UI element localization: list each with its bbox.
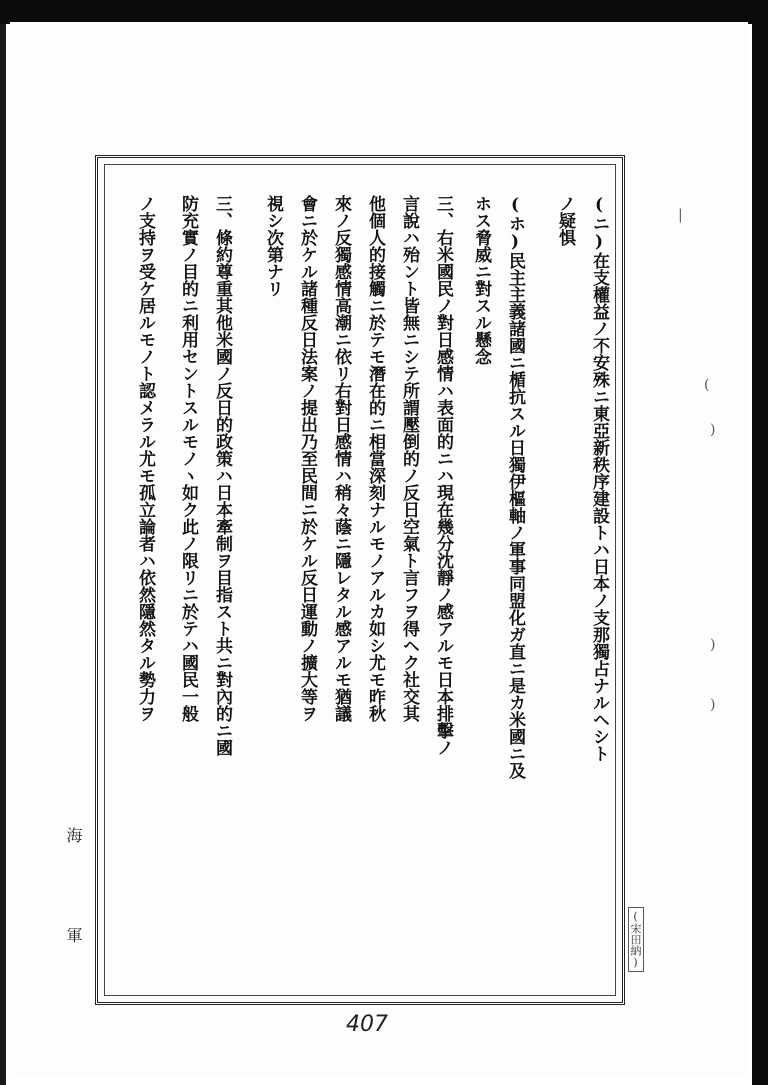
text-column: 防充實ノ目的ニ利用セントスルモノヽ如ク此ノ限リニ於テハ國民一般 bbox=[178, 195, 198, 722]
handwritten-page-number: 407 bbox=[346, 1012, 388, 1037]
text-column: (ニ)在支權益ノ不安殊ニ東亞新秩序建設トハ日本ノ支那獨占ナルヘシト bbox=[589, 195, 609, 762]
pencil-mark: ( bbox=[704, 377, 710, 393]
text-column: 視シ次第ナリ bbox=[263, 195, 283, 297]
text-column: 三、右米國民ノ對日感情ハ表面的ニハ現在幾分沈靜ノ感アルモ日本排擊ノ bbox=[433, 195, 453, 756]
pencil-mark: | bbox=[678, 207, 683, 223]
scan-top-edge bbox=[0, 0, 768, 24]
document-page bbox=[10, 22, 748, 1077]
scan-right-edge bbox=[752, 0, 768, 1085]
text-column: (ホ)民主主義諸國ニ楯抗スル日獨伊樞軸ノ軍事同盟化ガ直ニ是カ米國ニ及 bbox=[505, 195, 525, 779]
text-column: 言說ハ殆ント皆無ニシテ所謂壓倒的ノ反日空氣ト言フヲ得ヘク社交其 bbox=[399, 195, 419, 722]
text-column: 來ノ反獨感情高潮ニ依リ右對日感情ハ稍々蔭ニ隱レタル感アルモ猶議 bbox=[331, 195, 351, 722]
margin-label-top: 海 bbox=[64, 827, 83, 843]
pencil-mark: ) bbox=[710, 422, 716, 438]
scan-left-edge bbox=[0, 24, 6, 1085]
pencil-mark: ) bbox=[710, 697, 716, 713]
text-column: ノ支持ヲ受ケ居ルモノト認メラル尤モ孤立論者ハ依然隱然タル勢力ヲ bbox=[135, 195, 155, 722]
pencil-mark: ) bbox=[710, 637, 716, 653]
text-column: ホス脅威ニ對スル懸念 bbox=[471, 195, 491, 365]
text-column: 他個人的接觸ニ於テモ潛在的ニ相當深刻ナルモノアルカ如シ尤モ昨秋 bbox=[365, 195, 385, 722]
text-column: 會ニ於ケル諸種反日法案ノ提出乃至民間ニ於ケル反日運動ノ擴大等ヲ bbox=[297, 195, 317, 722]
text-column: ノ疑惧 bbox=[555, 195, 575, 246]
archive-stamp: (宋田納) bbox=[628, 907, 644, 972]
text-column: 三、條約尊重其他米國ノ反日的政策ハ日本牽制ヲ目指スト共ニ對內的ニ國 bbox=[212, 195, 232, 756]
margin-label-bottom: 軍 bbox=[64, 927, 83, 943]
